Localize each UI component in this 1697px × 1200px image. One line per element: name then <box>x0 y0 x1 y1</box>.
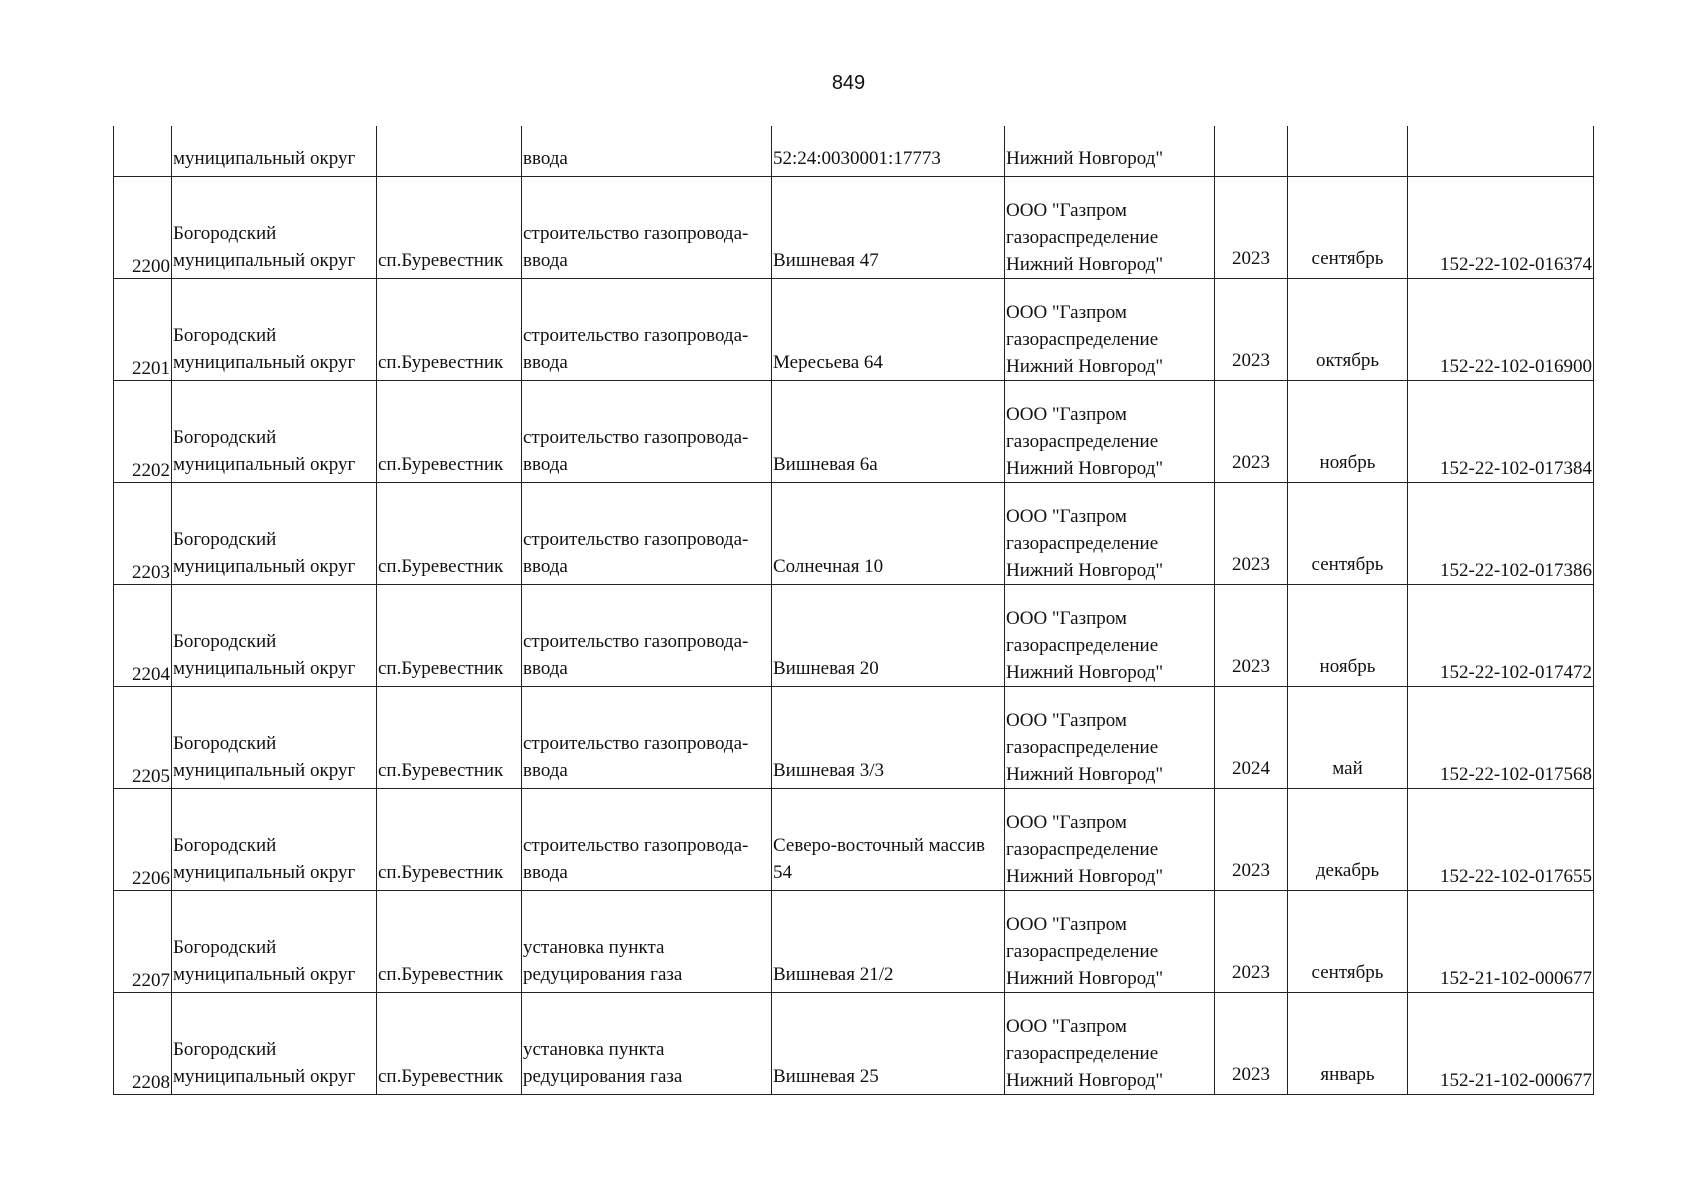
organization-line-2: газораспределение <box>1006 1042 1159 1064</box>
code-text: 152-22-102-017655 <box>1440 865 1592 887</box>
organization-line-3: Нижний Новгород" <box>1006 559 1164 581</box>
district-line-1: Богородский <box>173 1038 277 1060</box>
cell-code <box>1408 686 1594 788</box>
organization-line-3: Нижний Новгород" <box>1006 457 1164 479</box>
cell-year <box>1215 686 1288 788</box>
cell-district <box>172 482 377 584</box>
cell-address <box>772 686 1005 788</box>
month-text: январь <box>1320 1063 1375 1085</box>
cell-code <box>1408 584 1594 686</box>
work-line-2: ввода <box>523 453 568 475</box>
cell-district <box>172 992 377 1094</box>
cell-year <box>1215 788 1288 890</box>
address-line-2: Вишневая 21/2 <box>773 963 894 985</box>
organization-line-1: ООО "Газпром <box>1006 505 1127 527</box>
locality-text: сп.Буревестник <box>378 657 504 679</box>
cell-work <box>522 788 772 890</box>
code-text: 152-22-102-017568 <box>1440 763 1592 785</box>
district-line-1: Богородский <box>173 222 277 244</box>
organization-line-1: ООО "Газпром <box>1006 607 1127 629</box>
cell-locality <box>377 126 522 176</box>
work-line-1: строительство газопровода- <box>523 426 749 448</box>
registry-table <box>113 126 1594 1095</box>
month-text: сентябрь <box>1311 553 1384 575</box>
year-text: 2023 <box>1232 859 1270 881</box>
cell-address <box>772 584 1005 686</box>
address-line-1: Северо-восточный массив <box>773 834 986 856</box>
organization-line-1: ООО "Газпром <box>1006 301 1127 323</box>
organization-line-3: Нижний Новгород" <box>1006 661 1164 683</box>
organization-line-1: ООО "Газпром <box>1006 811 1127 833</box>
row-number: 2202 <box>132 459 170 481</box>
organization-line-2: газораспределение <box>1006 532 1159 554</box>
table-row <box>114 380 1594 482</box>
table-row <box>114 278 1594 380</box>
cell-district <box>172 126 377 176</box>
district-line-2: муниципальный округ <box>173 861 356 883</box>
cell-year <box>1215 890 1288 992</box>
cell-month <box>1288 278 1408 380</box>
cell-district <box>172 890 377 992</box>
cell-organization <box>1005 686 1215 788</box>
cell-organization <box>1005 278 1215 380</box>
table-row <box>114 890 1594 992</box>
district-line-1: Богородский <box>173 732 277 754</box>
table-row <box>114 176 1594 278</box>
cell-year <box>1215 176 1288 278</box>
organization-line-3: Нижний Новгород" <box>1006 763 1164 785</box>
organization-line-2: газораспределение <box>1006 328 1159 350</box>
work-line-1: строительство газопровода- <box>523 732 749 754</box>
month-text: май <box>1332 757 1363 779</box>
cell-district <box>172 584 377 686</box>
district-line-1: Богородский <box>173 834 277 856</box>
district-line-2: муниципальный округ <box>173 453 356 475</box>
cell-code <box>1408 278 1594 380</box>
table-row <box>114 686 1594 788</box>
work-line-2: ввода <box>523 657 568 679</box>
work-line-2: ввода <box>523 759 568 781</box>
district-line-2: муниципальный округ <box>173 555 356 577</box>
district-line-2: муниципальный округ <box>173 759 356 781</box>
cell-number <box>114 584 172 686</box>
locality-text: сп.Буревестник <box>378 249 504 271</box>
table-body <box>114 126 1594 1094</box>
organization-line-3: Нижний Новгород" <box>1006 253 1164 275</box>
cell-district <box>172 278 377 380</box>
organization-text: Нижний Новгород" <box>1006 147 1164 169</box>
code-text: 152-22-102-016374 <box>1440 253 1592 275</box>
year-text: 2023 <box>1232 961 1270 983</box>
year-text: 2023 <box>1232 247 1270 269</box>
cell-district <box>172 176 377 278</box>
work-line-2: редуцирования газа <box>523 963 683 985</box>
cell-work <box>522 482 772 584</box>
address-line-2: Вишневая 25 <box>773 1065 879 1087</box>
month-text: сентябрь <box>1311 247 1384 269</box>
cell-month <box>1288 788 1408 890</box>
organization-line-2: газораспределение <box>1006 736 1159 758</box>
district-line-2: муниципальный округ <box>173 1065 356 1087</box>
address-text: 52:24:0030001:17773 <box>773 147 941 169</box>
row-number: 2201 <box>132 357 170 379</box>
locality-text: сп.Буревестник <box>378 1065 504 1087</box>
organization-line-3: Нижний Новгород" <box>1006 865 1164 887</box>
month-text: ноябрь <box>1319 655 1376 677</box>
cell-organization <box>1005 176 1215 278</box>
cell-number <box>114 788 172 890</box>
cell-district <box>172 788 377 890</box>
month-text: ноябрь <box>1319 451 1376 473</box>
work-line-1: установка пункта <box>523 1038 665 1060</box>
cell-month <box>1288 176 1408 278</box>
district-text: муниципальный округ <box>173 147 356 169</box>
cell-code <box>1408 126 1594 176</box>
work-line-1: строительство газопровода- <box>523 630 749 652</box>
cell-number <box>114 278 172 380</box>
cell-year <box>1215 278 1288 380</box>
cell-year <box>1215 380 1288 482</box>
address-line-2: 54 <box>773 861 792 883</box>
table-row <box>114 584 1594 686</box>
year-text: 2023 <box>1232 553 1270 575</box>
cell-work <box>522 686 772 788</box>
cell-locality <box>377 584 522 686</box>
year-text: 2023 <box>1232 655 1270 677</box>
district-line-1: Богородский <box>173 324 277 346</box>
table-row <box>114 788 1594 890</box>
address-line-2: Вишневая 6а <box>773 453 878 475</box>
code-text: 152-22-102-017386 <box>1440 559 1592 581</box>
cell-work <box>522 278 772 380</box>
district-line-2: муниципальный округ <box>173 351 356 373</box>
district-line-2: муниципальный округ <box>173 249 356 271</box>
organization-line-2: газораспределение <box>1006 430 1159 452</box>
cell-year <box>1215 482 1288 584</box>
cell-organization <box>1005 992 1215 1094</box>
code-text: 152-22-102-017384 <box>1440 457 1592 479</box>
district-line-1: Богородский <box>173 426 277 448</box>
organization-line-1: ООО "Газпром <box>1006 709 1127 731</box>
cell-work <box>522 126 772 176</box>
cell-address <box>772 890 1005 992</box>
month-text: декабрь <box>1315 859 1380 881</box>
page-number: 849 <box>831 72 866 94</box>
cell-organization <box>1005 584 1215 686</box>
work-line-1: строительство газопровода- <box>523 834 749 856</box>
work-line-2: ввода <box>523 861 568 883</box>
work-line-1: строительство газопровода- <box>523 222 749 244</box>
work-line-1: строительство газопровода- <box>523 528 749 550</box>
organization-line-1: ООО "Газпром <box>1006 913 1127 935</box>
cell-address <box>772 788 1005 890</box>
district-line-1: Богородский <box>173 936 277 958</box>
cell-month <box>1288 686 1408 788</box>
code-text: 152-22-102-016900 <box>1440 355 1592 377</box>
cell-month <box>1288 482 1408 584</box>
month-text: октябрь <box>1315 349 1380 371</box>
address-line-2: Мересьева 64 <box>773 351 883 373</box>
cell-month <box>1288 992 1408 1094</box>
cell-month <box>1288 126 1408 176</box>
cell-locality <box>377 686 522 788</box>
cell-address <box>772 278 1005 380</box>
organization-line-1: ООО "Газпром <box>1006 1015 1127 1037</box>
work-line-1: установка пункта <box>523 936 665 958</box>
cell-number <box>114 992 172 1094</box>
row-number: 2206 <box>132 867 170 889</box>
cell-organization <box>1005 126 1215 176</box>
locality-text: сп.Буревестник <box>378 963 504 985</box>
locality-text: сп.Буревестник <box>378 453 504 475</box>
cell-code <box>1408 380 1594 482</box>
cell-number <box>114 686 172 788</box>
row-number: 2204 <box>132 663 170 685</box>
cell-number <box>114 890 172 992</box>
cell-year <box>1215 992 1288 1094</box>
work-line-2: ввода <box>523 351 568 373</box>
table-row-continuation <box>114 126 1594 176</box>
district-line-2: муниципальный округ <box>173 963 356 985</box>
district-line-1: Богородский <box>173 528 277 550</box>
address-line-2: Вишневая 20 <box>773 657 879 679</box>
table-row <box>114 992 1594 1094</box>
cell-code <box>1408 992 1594 1094</box>
cell-work <box>522 992 772 1094</box>
cell-month <box>1288 584 1408 686</box>
address-line-2: Вишневая 47 <box>773 249 879 271</box>
cell-number <box>114 482 172 584</box>
organization-line-2: газораспределение <box>1006 838 1159 860</box>
cell-locality <box>377 278 522 380</box>
cell-number <box>114 380 172 482</box>
row-number: 2203 <box>132 561 170 583</box>
cell-organization <box>1005 890 1215 992</box>
address-line-2: Вишневая 3/3 <box>773 759 884 781</box>
cell-number <box>114 126 172 176</box>
cell-address <box>772 482 1005 584</box>
year-text: 2023 <box>1232 1063 1270 1085</box>
code-text: 152-21-102-000677 <box>1440 967 1592 989</box>
cell-address <box>772 176 1005 278</box>
cell-code <box>1408 482 1594 584</box>
organization-line-1: ООО "Газпром <box>1006 403 1127 425</box>
cell-address <box>772 126 1005 176</box>
cell-month <box>1288 380 1408 482</box>
cell-locality <box>377 380 522 482</box>
row-number: 2205 <box>132 765 170 787</box>
cell-address <box>772 992 1005 1094</box>
cell-work <box>522 380 772 482</box>
cell-month <box>1288 890 1408 992</box>
year-text: 2024 <box>1232 757 1270 779</box>
organization-line-2: газораспределение <box>1006 940 1159 962</box>
organization-line-2: газораспределение <box>1006 226 1159 248</box>
cell-code <box>1408 176 1594 278</box>
cell-organization <box>1005 788 1215 890</box>
address-line-2: Солнечная 10 <box>773 555 884 577</box>
cell-year <box>1215 584 1288 686</box>
row-number: 2200 <box>132 255 170 277</box>
work-line-2: ввода <box>523 555 568 577</box>
work-line-2: ввода <box>523 249 568 271</box>
year-text: 2023 <box>1232 451 1270 473</box>
organization-line-3: Нижний Новгород" <box>1006 355 1164 377</box>
table-row <box>114 482 1594 584</box>
cell-code <box>1408 788 1594 890</box>
code-text: 152-22-102-017472 <box>1440 661 1592 683</box>
cell-district <box>172 380 377 482</box>
cell-district <box>172 686 377 788</box>
organization-line-1: ООО "Газпром <box>1006 199 1127 221</box>
code-text: 152-21-102-000677 <box>1440 1069 1592 1091</box>
cell-work <box>522 890 772 992</box>
cell-organization <box>1005 380 1215 482</box>
cell-locality <box>377 992 522 1094</box>
cell-number <box>114 176 172 278</box>
cell-work <box>522 584 772 686</box>
organization-line-3: Нижний Новгород" <box>1006 967 1164 989</box>
locality-text: сп.Буревестник <box>378 555 504 577</box>
cell-work <box>522 176 772 278</box>
cell-organization <box>1005 482 1215 584</box>
work-text: ввода <box>523 147 568 169</box>
organization-line-3: Нижний Новгород" <box>1006 1069 1164 1091</box>
organization-line-2: газораспределение <box>1006 634 1159 656</box>
year-text: 2023 <box>1232 349 1270 371</box>
cell-locality <box>377 176 522 278</box>
locality-text: сп.Буревестник <box>378 861 504 883</box>
cell-code <box>1408 890 1594 992</box>
district-line-1: Богородский <box>173 630 277 652</box>
district-line-2: муниципальный округ <box>173 657 356 679</box>
locality-text: сп.Буревестник <box>378 759 504 781</box>
cell-address <box>772 380 1005 482</box>
month-text: сентябрь <box>1311 961 1384 983</box>
row-number: 2207 <box>132 969 170 991</box>
work-line-2: редуцирования газа <box>523 1065 683 1087</box>
cell-locality <box>377 788 522 890</box>
row-number: 2208 <box>132 1071 170 1093</box>
cell-locality <box>377 890 522 992</box>
cell-year <box>1215 126 1288 176</box>
work-line-1: строительство газопровода- <box>523 324 749 346</box>
locality-text: сп.Буревестник <box>378 351 504 373</box>
cell-locality <box>377 482 522 584</box>
